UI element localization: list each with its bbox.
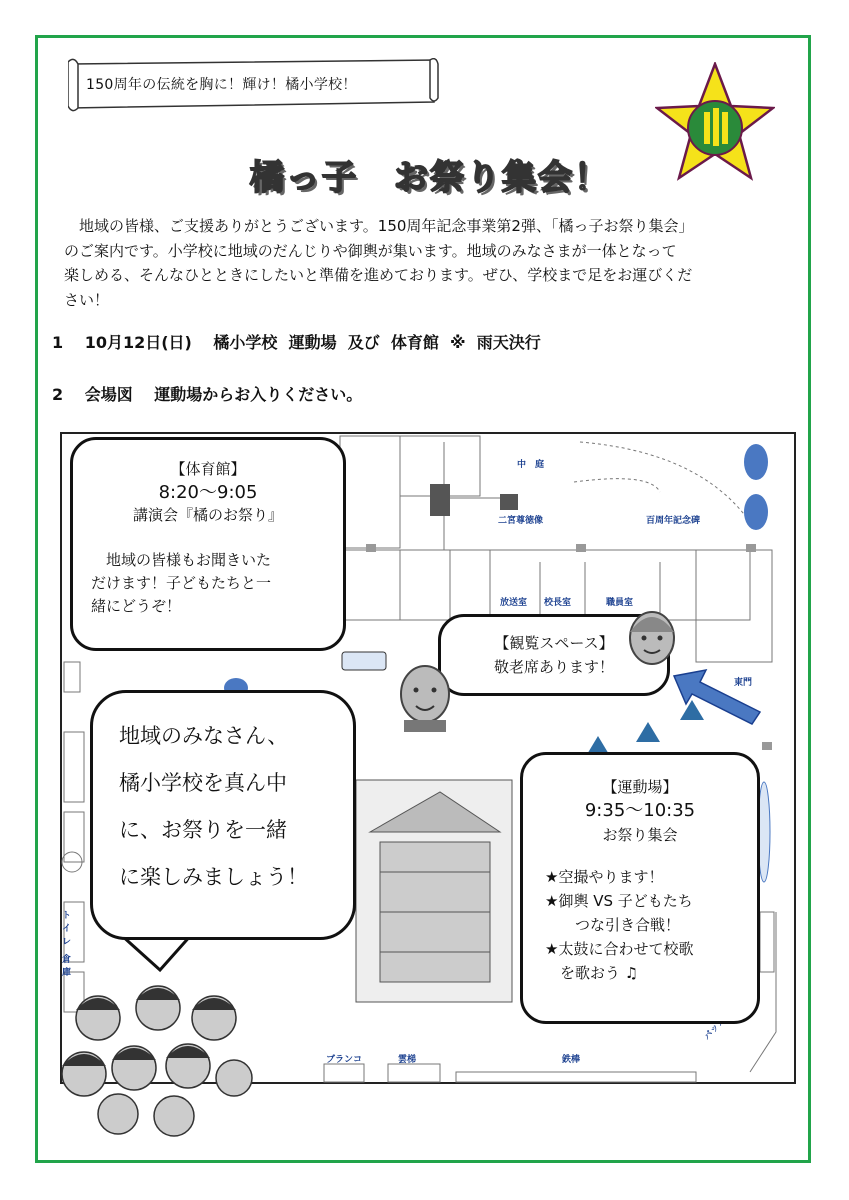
gym-desc-line: 緒にどうぞ！: [91, 597, 182, 615]
intro-paragraph: [64, 214, 812, 312]
gym-desc-line: だけます！子どもたちと一: [91, 574, 272, 592]
ground-item: ★太鼓に合わせて校歌: [545, 940, 694, 958]
label-courtyard: 中 庭: [517, 460, 545, 470]
greeting-speech-bubble: [90, 690, 356, 940]
ground-item: つな引き合戦！: [545, 916, 681, 934]
gym-event: 講演会『橘のお祭り』: [132, 506, 283, 524]
speech-line: 地域のみなさん、: [119, 724, 289, 748]
speech-line: に、お祭りを一緒: [119, 818, 287, 842]
speech-line: に楽しみましょう！: [119, 865, 308, 889]
label-broadcast-room: 放送室: [500, 598, 528, 608]
elderly-woman-icon: [622, 604, 682, 674]
ground-event: お祭り集会: [602, 826, 678, 844]
label-centennial-monument: 百周年記念碑: [646, 516, 701, 526]
speech-line: 橘小学校を真ん中: [119, 771, 287, 795]
gym-info-bubble: [70, 437, 346, 651]
ground-info-bubble: [520, 752, 760, 1024]
gym-time: 8:20～9:05: [158, 482, 258, 503]
children-group-icon: [58, 978, 254, 1144]
ground-heading: 【運動場】: [602, 778, 678, 796]
viewing-heading: 【観覧スペース】: [494, 634, 614, 652]
label-storage: 倉庫: [62, 955, 72, 978]
ground-item: ★空撮やります！: [545, 868, 664, 886]
label-staff-room: 職員室: [606, 598, 634, 608]
map-heading-line: 2 会場図 運動場からお入りください。: [52, 385, 363, 404]
ground-item: を歌おう ♫: [545, 964, 639, 982]
intro-line: 楽しめる、そんなひとときにしたいと準備を進めております。ぜひ、学校まで足をお運びくだ: [64, 266, 693, 284]
elderly-man-icon: [394, 660, 456, 732]
label-swing: ブランコ: [326, 1055, 363, 1065]
label-east-gate: 東門: [734, 678, 753, 688]
label-principal-office: 校長室: [544, 598, 572, 608]
intro-line: のご案内です。小学校に地域のだんじりや御輿が集います。地域のみなさまが一体となって: [64, 241, 677, 260]
page-title: 橘っ子 お祭り集会！: [250, 158, 610, 198]
gym-desc-line: 地域の皆様もお聞きいた: [91, 551, 272, 569]
label-toilet: トイレ: [62, 911, 72, 947]
slogan-text: 150周年の伝統を胸に！輝け！橘小学校！: [86, 77, 357, 93]
ground-time: 9:35～10:35: [584, 800, 696, 821]
label-monkey-bars: 雲梯: [398, 1055, 417, 1065]
viewing-desc: 敬老席あります！: [493, 658, 614, 676]
ground-item: ★御輿 VS 子どもたち: [545, 892, 693, 910]
intro-line: 地域の皆様、ご支援ありがとうございます。150周年記念事業第2弾、「橘っ子お祭り集会」: [64, 217, 694, 235]
speech-tail: [120, 934, 200, 974]
date-venue-line: 1 10月12日(日) 橘小学校 運動場 及び 体育館 ※ 雨天決行: [52, 333, 541, 352]
intro-line: さい！: [64, 290, 110, 309]
gym-heading: 【体育館】: [170, 460, 246, 478]
label-iron-bar: 鉄棒: [562, 1055, 581, 1065]
label-ninomiya-statue: 二宮尊徳像: [498, 516, 544, 526]
